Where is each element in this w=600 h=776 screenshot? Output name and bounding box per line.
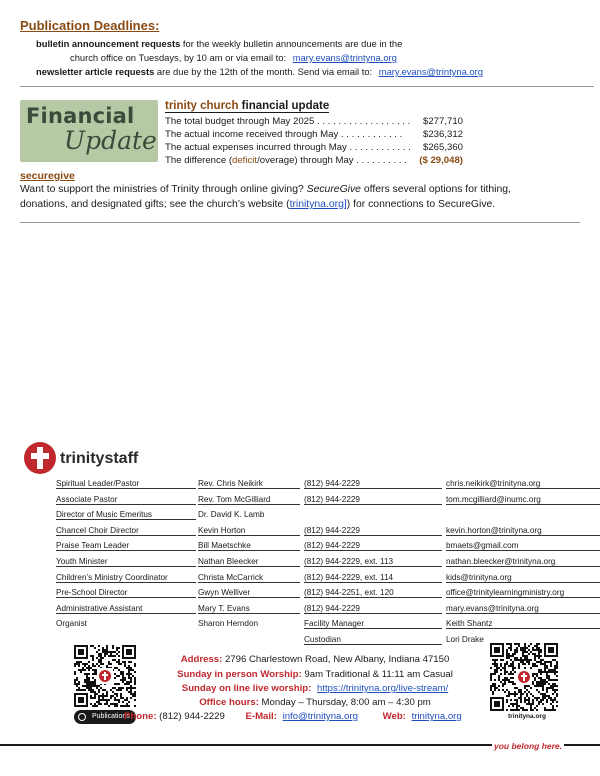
address-label: Address: [180,654,223,665]
financial-row-income [165,129,463,140]
logo-word-update: Update [64,126,157,155]
worship-value: 9am Traditional & 11:11 am Casual [301,669,453,680]
publications-qr-code[interactable] [74,645,136,707]
staff-email[interactable]: office@trinitylearningministry.org [446,587,600,598]
address-line [150,654,480,665]
financial-row-difference [165,155,463,166]
newsletter-email-link[interactable]: mary.evans@trintyna.org [378,66,483,77]
staff-name: Rev. Chris Neikirk [198,478,300,489]
phone-value: (812) 944-2229 [156,711,225,722]
logo-trinity-word: trinity [60,450,105,467]
worship-line [150,669,480,680]
staff-name: Dr. David K. Lamb [198,510,265,520]
staff-name: Bill Maetschke [198,540,300,551]
bulletin-text: for the weekly bulletin announcements are due in the [180,38,403,49]
staff-phone: (812) 944-2229 [304,525,442,536]
financial-difference-amount: ($ 29,048) [419,155,463,166]
staff-phone: (812) 944-2229, ext. 114 [304,572,442,583]
office-hours-label: Office hours: [199,697,259,708]
web-link[interactable]: trinityna.org [411,711,462,722]
financial-row-label: The difference (deficit/overage) through May . . . . . . . . . . [165,155,407,166]
web-label: Web: [382,711,406,722]
address-value: 2796 Charlestown Road, New Albany, Indiana 47150 [222,654,450,665]
staff-role: Administrative Assistant [56,603,196,614]
staff-name: Rev. Tom McGilliard [198,494,300,505]
staff-name: Sharon Herndon [198,619,259,629]
staff-name: Christa McCarrick [198,572,300,583]
bulletin-label: bulletin announcement requests [36,38,181,49]
staff-phone: (812) 944-2229 [304,494,442,505]
newsletter-label: newsletter article requests [36,66,155,77]
online-worship-line [150,683,480,694]
securegive-text-line-2: donations, and designated gifts; see the church’s website (trinityna.org]) for connections to SecureGive. [20,199,496,210]
phone-label: Phone: [124,711,157,722]
email-label: E-Mail: [245,711,277,722]
bulletin-email-link[interactable]: mary.evans@trintyna.org [292,52,397,63]
footer-tagline: you belong here. [494,741,563,751]
divider-top [20,86,594,87]
staff-email[interactable]: chris.neikirk@trinityna.org [446,478,600,489]
staff-role: Chancel Choir Director [56,525,196,536]
financial-row-budget [165,116,463,127]
staff-phone: (812) 944-2229 [304,478,442,489]
deficit-word: deficit [232,155,258,166]
staff-email: Lori Drake [446,635,484,644]
staff-role: Praise Team Leader [56,540,196,551]
staff-phone: Custodian [304,634,442,645]
divider-middle [20,222,580,223]
securegive-title: securegive [20,170,75,182]
staff-role: Children’s Ministry Coordinator [56,572,196,583]
staff-phone: Facility Manager [304,618,442,629]
staff-role: Youth Minister [56,556,196,567]
newsletter-deadline-line [36,66,483,77]
website-link[interactable]: trinityna.org] [289,199,347,210]
staff-name: Mary T. Evans [198,603,300,614]
securegive-text-line-1: Want to support the ministries of Trinity through online giving? SecureGive offers several options for tithing, [20,184,511,195]
live-stream-link[interactable]: https://trinityna.org/live-stream/ [317,683,449,694]
publications-icon [78,713,86,721]
financial-row-amount: $265,360 [422,142,463,153]
staff-phone: (812) 944-2229 [304,603,442,614]
financial-row-expenses [165,142,463,153]
staff-role: Pre-School Director [56,587,196,598]
email-link[interactable]: info@trinityna.org [282,711,358,722]
online-worship-label: Sunday on line live worship: [181,683,312,694]
securegive-italic: SecureGive [306,184,361,195]
logo-word-financial: Financial [26,104,135,128]
staff-email[interactable]: mary.evans@trinityna.org [446,603,600,614]
financial-update-heading [165,100,329,113]
contact-footer-line [124,711,462,722]
publications-pill-label: Publications [74,710,136,724]
financial-row-amount: $236,312 [422,129,463,140]
staff-email: Keith Shantz [446,618,600,629]
staff-name: Nathan Bleecker [198,556,300,567]
heading-rest: financial update [238,100,330,112]
staff-phone: (812) 944-2229, ext. 113 [304,556,442,567]
bulletin-text-2: church office on Tuesdays, by 10 am or via email to: [70,52,287,63]
financial-row-label: The actual expenses incurred through May . . . . . . . . . . . . [165,142,411,153]
trinity-staff-logo [20,442,170,478]
staff-email [446,509,600,520]
staff-email[interactable]: kids@trinityna.org [446,572,600,583]
financial-row-label: The actual income received through May . . . . . . . . . . . . [165,129,403,140]
financial-row-label: The total budget through May 2025 . . . . . . . . . . . . . . . . . . [165,116,411,127]
office-hours-line [150,697,480,708]
staff-phone: (812) 944-2251, ext. 120 [304,587,442,598]
bulletin-deadline-line-2 [70,52,397,63]
publication-deadlines-title: Publication Deadlines: [20,18,160,33]
office-hours-value: Monday – Thursday, 8:00 am – 4:30 pm [258,697,431,708]
logo-staff-word: staff [104,450,139,467]
staff-name [198,634,300,645]
heading-church-name: trinity church [165,100,239,112]
financial-update-logo [20,100,158,162]
staff-email[interactable]: nathan.bleecker@trinityna.org [446,556,600,567]
staff-email[interactable]: tom.mcgilliard@inumc.org [446,494,600,505]
staff-name: Gwyn Welliver [198,587,300,598]
financial-row-amount: $277,710 [422,116,463,127]
staff-email[interactable]: bmaets@gmail.com [446,540,600,551]
staff-role: Associate Pastor [56,494,196,505]
staff-email[interactable]: kevin.horton@trinityna.org [446,525,600,536]
worship-label: Sunday in person Worship: [177,669,302,680]
website-qr-code[interactable] [490,643,558,711]
staff-role: Organist [56,619,87,629]
newsletter-text: are due by the 12th of the month. Send via email to: [154,66,373,77]
website-qr-label: trinityna.org [508,713,546,720]
staff-phone [304,509,442,520]
staff-role: Spiritual Leader/Pastor [56,478,196,489]
staff-phone: (812) 944-2229 [304,540,442,551]
bulletin-deadline-line [36,38,402,49]
staff-role: Director of Music Emeritus [56,509,196,520]
staff-name: Kevin Horton [198,525,300,536]
staff-role [56,634,196,645]
cross-icon [24,442,56,474]
